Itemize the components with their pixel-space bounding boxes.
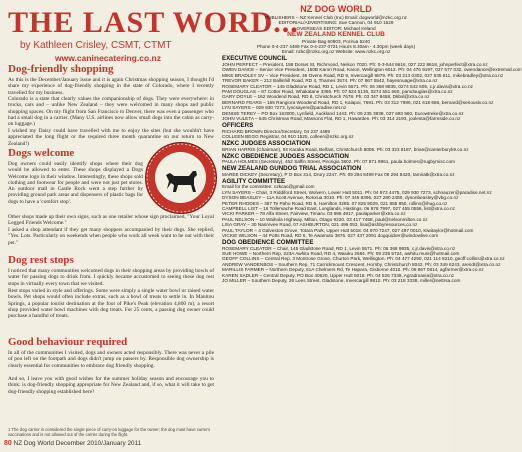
directory-entry: LISA GRAY – 30 Nanrevee Road, 07 ASHBURTON, 021 499 053, lisa@ashbyresources.co.nz <box>222 222 418 228</box>
heading-good-behaviour: Good behaviour required <box>8 336 128 348</box>
paragraph: I asked a shop attendant if they get many shoppers accompanied by their dogs. She replied, "Yes. Lots. Particularly on weekends when people who work all week want to be out with their pet." <box>8 227 214 246</box>
dogs-welcome-logo <box>145 142 217 214</box>
directory-entry: PAM DOUGLAS – 87 Cotter Road, Whakatane 3386. Ph: 07 824 5136, 0274 551 660, pamdouglas@xtra.co.nz <box>222 89 453 94</box>
page-number: 80 <box>4 440 12 447</box>
directory-section-heading: NZKC JUDGES ASSOCIATION <box>222 139 311 147</box>
directory-entry: PAUL NELSON – 10 Waihola Highway, Milton, Otago 9220. 03 417 7458, paul@nelsonmilton.co.nz <box>222 216 428 222</box>
directory-entry: LYN SAYERS – Chair, 3 Riddiford Street, Wolvern, Lower Hutt 5011. Ph: 04 973 4475, 029 930 7273, schnauzer@paradise.net.nz <box>222 189 492 195</box>
directory-title: NZ DOG WORLD <box>300 4 372 14</box>
paragraph: And so, I leave you with good wishes for the summer holiday season and encourage you to think: is dog-friendly shopping appropriate for New Zealand and, if so, what it will take to get dog-friendly shopping established here? <box>8 376 214 395</box>
directory-entry: TREVOR BAKER – 212 Ballinhill Road, RD 4, Thames 3574. Ph: 07 867 5542, hayesnuage@xtra.co.nz <box>222 78 438 84</box>
directory-section-heading: AGILITY COMMITTEE <box>222 177 286 185</box>
directory-entry: VICKI PARKER – 78 Alfa Street, Fairview, Timaru. 03 686 4917, paulaparker@xtra.co.nz <box>222 211 406 217</box>
directory-contact-line: PUBLISHERS – NZ Kennel Club (Inc) Email: dogworld@nzkc.org.nz <box>264 15 408 20</box>
paragraph: Colorado is a state that clearly values the companionship of dogs. They were everywhere: in trucks, cars and – unlike New Zealand – they were welcomed in many shops and public shopping spaces. On my flight from San Francisco to Denver, there was even a passenger who had a small dog in a carrier. (Many U.S. airlines now allow small dogs into the cabin as carry-on luggage.) <box>8 96 214 128</box>
directory-section-heading: EXECUTIVE COUNCIL <box>222 55 287 63</box>
directory-entry: BRIAN HARRIS (Chairman), 94 Karaka Road, Belfast, Christchurch 8005. Ph: 03 323 8187, brian@canterburyk9.co.nz <box>222 146 469 152</box>
directory-entry: KAREN SADLER – Central Deputy, PO Box 40620, Upper Hutt 5018. Ph: 04 526 7338, Agradmania@xtra.co.nz <box>222 272 455 278</box>
directory-contact-line: Private Bag 50903, Porirua 5240 <box>301 38 370 44</box>
directory-contact-line: Email: nzkc@nzkc.org.nz Website: www.nzkc.org.nz <box>281 49 391 55</box>
directory-entry: ROSEMARY CLEATOR – 145 Gladstone Road, RD 1, Levin 5571. Ph: 06 368 9835, 0274 542 605, c.jr.davis@xtra.co.nz <box>222 83 473 89</box>
directory-entry: COLLEEN BEGG Registrar, 04 910 1525, colleen@nzkc.org.nz <box>222 134 354 139</box>
footnote: 1 The dog carrier is considered the single piece of carry-on luggage for the owner; the dog must have current vaccinations and is not allowed out of the carrier during the flight. <box>8 427 210 437</box>
directory-contact-line: EDITORIAL/ADVERTISING: Sue Cannon, 04 910 1529 <box>278 20 394 26</box>
directory-entry: DENISE TEREY – PO Box 163000, Lynfield, Auckland 1443. Ph: 09 235 3838, 027 683 560, Eurowtreke@xtra.co.nz <box>222 110 464 116</box>
paragraph: In all of the communities I visited, dogs and owners acted responsibly. There was never a pile of poo left on the footpath and dogs didn't jump on passers by. Responsible dog ownership is clearly essential for communities to embrace dog friendly shopping. <box>8 350 214 369</box>
directory-contact-line: Phone 0-4-237 4489 Fax 0-4-237 0721 Hours 8.30am - 4.30pm (week days) <box>256 44 416 49</box>
directory-entry: GARY DOYLE – 162 Woodend Road, RD 8, Christchurch 7678. Ph: 03 347 8458, Dkbsl@xtra.co.nz <box>222 94 430 100</box>
directory-column <box>222 4 522 444</box>
directory-entry: SUE HOWE – Northern Rep, 223A Awhitu Road, RD 4, Waiuku 2684. Ph: 09 235 5724, awhitu.muni@hotmail.com <box>222 251 460 256</box>
directory-entry: MIKE BRADLEY SV – Vice President, 46 Ovens Road, RD 9, Invercargill 9879. Ph: 03 213 0302, 027 535 811, mikebradley@xtra.co.nz <box>222 72 504 78</box>
directory-entry: LYN SAYERS – 029 930 7273, lyncsayers@paradise.net.nz <box>222 105 347 111</box>
directory-entry: MARILLIS FARMER – Northern Deputy, 61A Chelmers Rd, Te Hapara, Gisborne 4010. Ph: 06 867 0814, agfarmer@xtra.co.nz <box>222 267 484 273</box>
directory-entry: JO MILLER – Southern Deputy, 26 Lees Street, Gladstone, Invercargill 9810. Ph: 03 218 3338, miller@nettrsa.com <box>222 278 461 283</box>
article-title: THE LAST WORD... <box>8 6 299 39</box>
paragraph: Other shops made up their own signs, such as one retailer whose sign proclaimed, "Your Loyal Legged Friends Welcome." <box>8 214 214 227</box>
directory-entry: JOHN VULETA – 545 Christmas Road, Massons Flat, RD 1, Hawarden. Ph: 03 314 2193, joolesta@farmside.co.nz <box>222 116 461 121</box>
dog-silhouette-icon <box>145 142 217 214</box>
paragraph: Rest stops varied in style and offerings. Some were simply a single water bowl or raised water bowls. Pet shops would often include extras, such as a bowl of treats to settle in. In Manitou Springs, a popular tourist destination at the foot of Pike's Peak (elevation 4,800 m), a resort shop provided water bowl machines with dog treats. For 25 cents, a passing dog owner could purchase a handful of treats. <box>8 288 214 320</box>
directory-entry: VICKIE WILSON – 44 Potts Road, RD 6, Te Awamutu 3876. 027 437 2091 dogquicker@windowlive.com <box>222 233 439 238</box>
directory-entry: RICHARD BROWN Director/Secretary, 04 237 4489 <box>222 128 331 134</box>
paragraph: I wished my Daisy could have travelled with me to enjoy the sites (but she wouldn't have appreciated the long flight or the required three month quarantine on our return to New Zealand!) <box>8 128 214 147</box>
directory-entry: OWEN DANCE – Senior Vice President, 150B Karori Road, Karori, Wellington 6012. Ph: 04 476 9197, 027 577 032, owendance@extremail.com <box>222 67 522 73</box>
heading-dog-friendly-shopping: Dog-friendly shopping <box>8 63 114 75</box>
directory-entry: GEOFF COLLINS – Central Rep, 3 Montrose Grove, Churton Park, Wellington. Ph: 04 477 4290, 021 114 8210, geoff.collins@xtra.co.nz <box>222 256 505 262</box>
author-website: www.caninecatering.co.nz <box>55 53 161 63</box>
paragraph: I noticed that many communities welcomed dogs in their shopping areas by providing bowls of water for passing dogs to drink from. I quickly became accustomed to seeing these dog rest stops in virtually every town that we visited. <box>8 268 214 287</box>
directory-section-heading: OFFICERS <box>222 121 254 129</box>
footer-text: NZ Dog World December 2010/January 2011 <box>13 440 142 447</box>
directory-entry: PETER RHODES – 367 Te Pahu Road, RD 5, Hamilton 3285. 07 825 9029, 021 855 850, rollins@ihug.co.nz <box>222 200 448 206</box>
directory-entry: BERNARD FEARS – 165 Rangiora Woodend Road, RD 1, Kaiapoi, 7691. Ph: 03 312 7986, 021 618 686, bernard@seriouslv.co.nz <box>222 99 494 105</box>
paragraph: Dog owners could easily identify shops where their dog would be allowed to enter. These shops displayed a Dogs Welcome logo in their window. Interestingly, these shops sold clothing and footwear for people and were not just pet stores. An outdoor mall in Castle Rock went a step further by providing ground park areas and dispensers of plastic bags for dogs to have a 'comfort stop'. <box>8 161 143 205</box>
directory-section-heading: NEW ZEALAND GUNDOG TRIAL ASSOCIATION <box>222 165 362 173</box>
page-footer <box>4 440 141 447</box>
directory-entry: ANDREW VANDENBOS – Southern Rep, 71 Carrickmount Crescent, Hornby, Christchurch 8042. Ph: 03 349 6243, arendt@xtra.co.nz <box>222 261 501 267</box>
article-author: by Kathleen Crisley, CSMT, CTMT <box>20 40 172 51</box>
directory-section-heading: NZKC OBEDIENCE JUDGES ASSOCIATION <box>222 152 349 160</box>
directory-entry: DYSON BEASLEY – 11A Scott Avenue, Rotorua 3010. Ph: 07 345 8396, 027 280 2450, dysonbeasley@vbg.co.nz <box>222 195 459 201</box>
heading-dogs-welcome: Dogs welcome <box>8 147 75 159</box>
directory-contact-line: OVERSEAS EDITOR: Michael Ireland <box>296 25 376 31</box>
directory-entry: ROSEMARY CLEATOR – Chair, 145 Gladstone Road, RD 1, Levin 5571. Ph: 06 368 9835, c.jr.davis@xtra.co.nz <box>222 245 456 251</box>
directory-entry: CAMPBELL LIST – 16 Tollemache Road East, Longlands, Hastings. 06 878 7997, 027 455 0556, list@xtra.co.nz <box>222 206 455 211</box>
directory-subtitle: NEW ZEALAND KENNEL CLUB <box>287 31 385 39</box>
paragraph: As this is the December/January issue and it is again Christmas shopping season, I thought I'd share my experience of dog-friendly shopping in the state of Colorado, where I recently travelled for my business. <box>8 77 214 96</box>
directory-section-heading: DOG OBEDIENCE COMMITTEE <box>222 238 314 246</box>
directory-entry: PAULA HOLMES (Secretary), 462 Saffin Street, Pirongia 3802. Ph: 07 871 9961, paula.holmes@rugbymisc.com <box>222 159 456 165</box>
heading-dog-rest-stops: Dog rest stops <box>8 254 74 266</box>
directory-entry: PAUL TAYLOR – 4 Galveston Grove, Totara Park, Upper Hutt 5018. 04 970 7247, 027 497 0010, Kiwitaylor@hotmail.com <box>222 227 474 233</box>
directory-entry: JOHN PERFECT – President, 158 Dorset St, Richmond, Nelson 7020. Ph: 0-3-544 8616, 027 222 8618, johnperfect@xtra.co.nz <box>222 62 488 67</box>
directory-entry: MAREE DICKEY (Secretary), P O Box 314, Drury 2247. Ph: 09 294 8499 Fax 09 294 8420, tamiratk@xtra.co.nz <box>222 171 455 177</box>
directory-entry: Email for the committee: nzkcac@gmail.com <box>222 184 315 190</box>
